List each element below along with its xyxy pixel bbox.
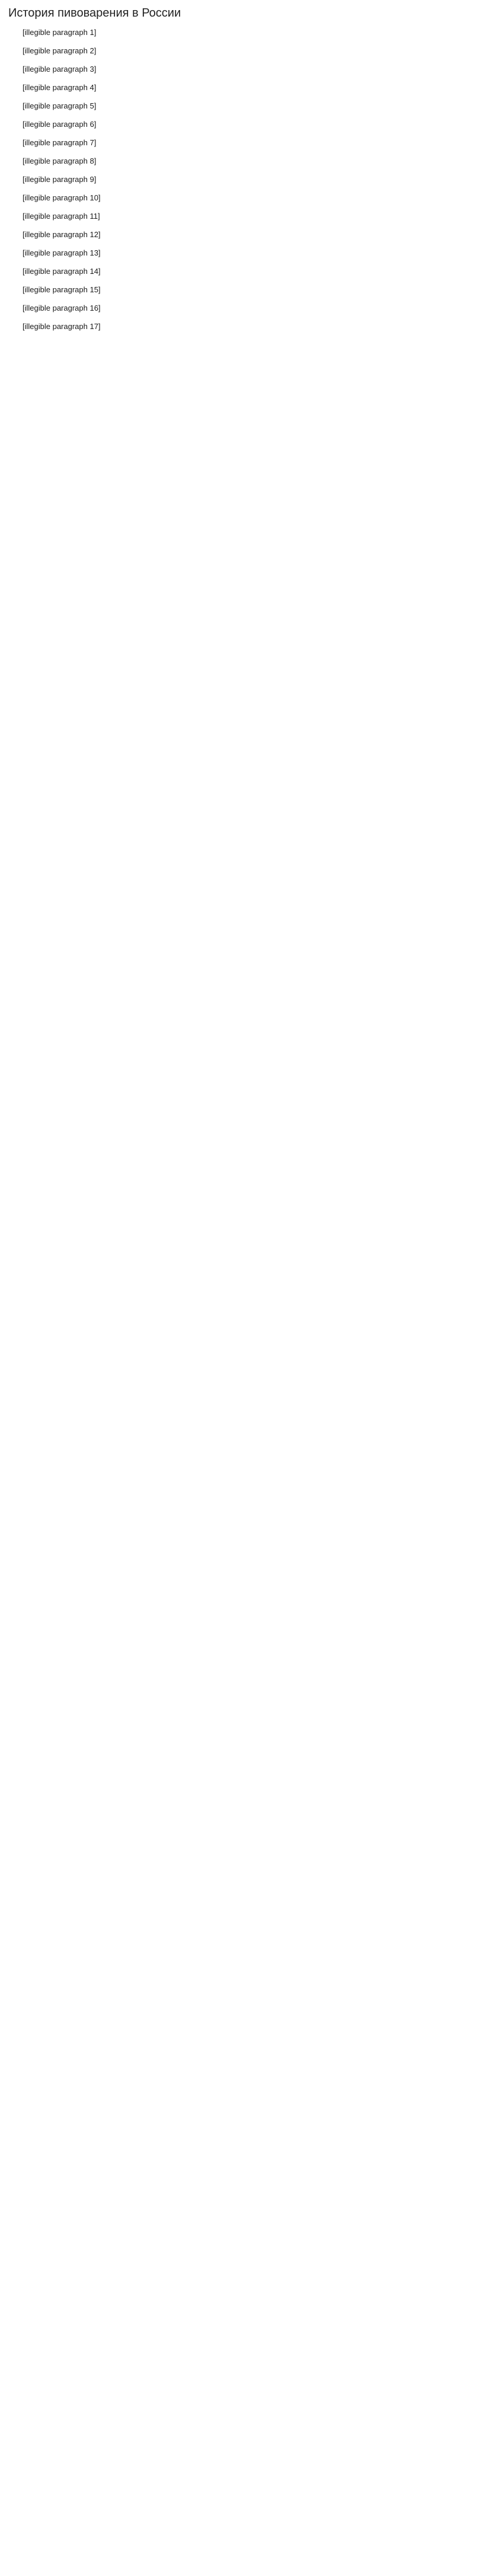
paragraph: [illegible paragraph 5] [23, 101, 97, 110]
paragraph: [illegible paragraph 11] [23, 212, 100, 221]
paragraph: [illegible paragraph 8] [23, 157, 97, 165]
article-body [8, 27, 494, 331]
paragraph: [illegible paragraph 4] [23, 83, 97, 92]
paragraph: [illegible paragraph 16] [23, 304, 101, 312]
paragraph: [illegible paragraph 2] [23, 46, 97, 55]
paragraph: [illegible paragraph 17] [23, 322, 101, 331]
paragraph: [illegible paragraph 9] [23, 175, 97, 184]
paragraph: [illegible paragraph 6] [23, 120, 97, 129]
paragraph: [illegible paragraph 10] [23, 193, 101, 202]
paragraph: [illegible paragraph 13] [23, 248, 101, 257]
paragraph: [illegible paragraph 15] [23, 285, 101, 294]
paragraph: [illegible paragraph 3] [23, 65, 97, 74]
paragraph: [illegible paragraph 12] [23, 230, 101, 239]
paragraph: [illegible paragraph 1] [23, 28, 97, 37]
paragraph: [illegible paragraph 7] [23, 138, 97, 147]
paragraph: [illegible paragraph 14] [23, 267, 101, 276]
page-title: История пивоварения в России [8, 7, 181, 20]
